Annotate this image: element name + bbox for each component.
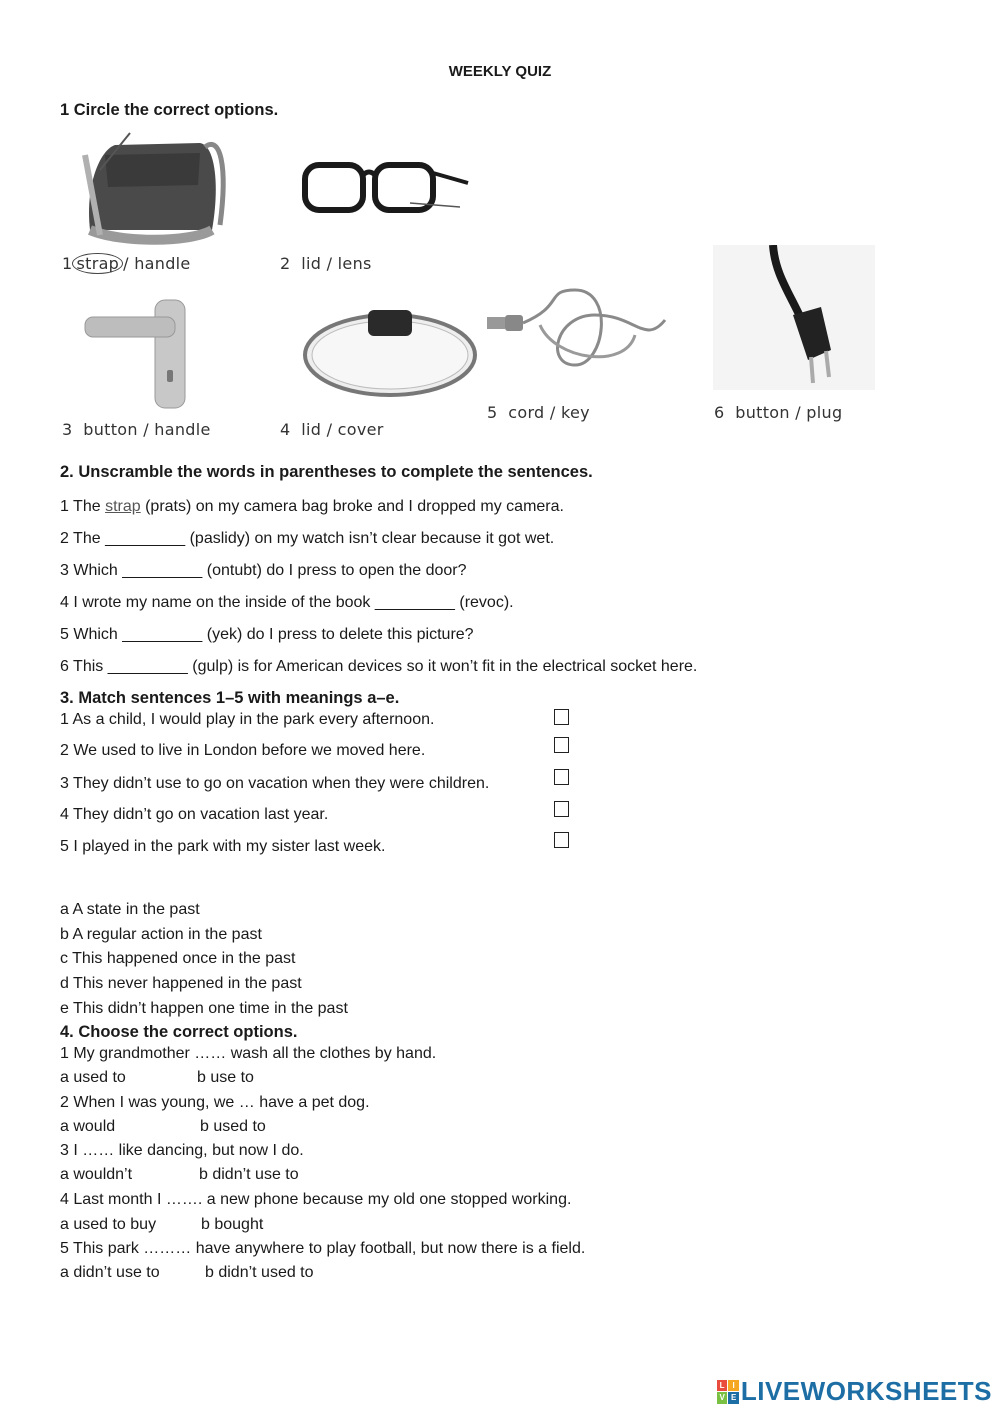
meaning-item: b A regular action in the past	[60, 926, 262, 943]
match-sentence: 2 We used to live in London before we moved here.	[60, 742, 426, 759]
bag-icon	[80, 125, 230, 247]
question-1: 1 My grandmother …… wash all the clothes by hand.	[60, 1045, 437, 1062]
option-b[interactable]: b didn’t used to	[205, 1264, 314, 1281]
item3-options[interactable]: button / handle	[83, 420, 211, 439]
usb-cord-icon	[485, 285, 675, 375]
plug-icon	[713, 245, 875, 390]
option-a[interactable]: a wouldn’t	[60, 1166, 133, 1183]
question-2: 2 When I was young, we … have a pet dog.	[60, 1094, 370, 1111]
option-b[interactable]: b used to	[200, 1118, 266, 1135]
logo-letter: L	[717, 1380, 728, 1392]
glasses-icon	[300, 155, 475, 225]
option-a[interactable]: a used to buy	[60, 1216, 157, 1233]
question-4: 4 Last month I ……. a new phone because my old one stopped working.	[60, 1191, 572, 1208]
item3-caption: 3 button / handle	[62, 420, 211, 439]
page-title: WEEKLY QUIZ	[448, 63, 552, 80]
meaning-item: a A state in the past	[60, 901, 200, 918]
sentence-6[interactable]: 6 This _________ (gulp) is for American devices so it won’t fit in the electrical socket here.	[60, 658, 698, 675]
sentence-1: 1 The strap (prats) on my camera bag broke and I dropped my camera.	[60, 498, 564, 515]
question-5: 5 This park ……… have anywhere to play football, but now there is a field.	[60, 1240, 586, 1257]
sentence-4[interactable]: 4 I wrote my name on the inside of the book _________ (revoc).	[60, 594, 514, 611]
match-sentence: 4 They didn’t go on vacation last year.	[60, 806, 329, 823]
item5-options[interactable]: cord / key	[508, 403, 590, 422]
meaning-item: c This happened once in the past	[60, 950, 296, 967]
section2-heading: 2. Unscramble the words in parentheses to complete the sentences.	[60, 463, 593, 481]
door-handle-icon	[80, 295, 195, 410]
question-3: 3 I …… like dancing, but now I do.	[60, 1142, 304, 1159]
item4-options[interactable]: lid / cover	[301, 420, 384, 439]
answer-box[interactable]	[554, 832, 569, 848]
logo-letter: I	[728, 1380, 739, 1392]
item2-caption: 2 lid / lens	[280, 254, 372, 273]
answer-box[interactable]	[554, 801, 569, 817]
sentence-3[interactable]: 3 Which _________ (ontubt) do I press to open the door?	[60, 562, 467, 579]
item6-caption: 6 button / plug	[714, 403, 843, 422]
answer-box[interactable]	[554, 737, 569, 753]
sentence-5[interactable]: 5 Which _________ (yek) do I press to delete this picture?	[60, 626, 474, 643]
match-sentence: 1 As a child, I would play in the park every afternoon.	[60, 711, 435, 728]
brand-name: LIVEWORKSHEETS	[740, 1376, 992, 1406]
option-b[interactable]: b didn’t use to	[199, 1166, 299, 1183]
option-b[interactable]: b bought	[201, 1216, 264, 1233]
item4-caption: 4 lid / cover	[280, 420, 384, 439]
item2-options[interactable]: lid / lens	[301, 254, 372, 273]
option-a[interactable]: a would	[60, 1118, 116, 1135]
meaning-item: e This didn’t happen one time in the past	[60, 1000, 348, 1017]
sentence-2[interactable]: 2 The _________ (paslidy) on my watch isn’t clear because it got wet.	[60, 530, 555, 547]
answer-field[interactable]: strap	[105, 498, 141, 515]
item1-caption: 1 strap / handle	[62, 254, 191, 273]
item5-caption: 5 cord / key	[487, 403, 590, 422]
answer-box[interactable]	[554, 709, 569, 725]
logo-letter: V	[717, 1392, 728, 1404]
match-sentence: 3 They didn’t use to go on vacation when they were children.	[60, 775, 490, 792]
logo-letter: E	[728, 1392, 739, 1404]
logo-icon	[717, 1380, 739, 1404]
section1-heading: 1 Circle the correct options.	[60, 101, 279, 119]
item6-options[interactable]: button / plug	[735, 403, 843, 422]
meaning-item: d This never happened in the past	[60, 975, 302, 992]
option-b[interactable]: b use to	[197, 1069, 254, 1086]
section3-heading: 3. Match sentences 1–5 with meanings a–e.	[60, 689, 400, 707]
circled-answer[interactable]: strap	[72, 253, 123, 274]
option-a[interactable]: a used to	[60, 1069, 126, 1086]
liveworksheets-logo	[717, 1376, 992, 1407]
option-a[interactable]: a didn’t use to	[60, 1264, 160, 1281]
pan-lid-icon	[300, 300, 480, 400]
match-sentence: 5 I played in the park with my sister last week.	[60, 838, 386, 855]
section4-heading: 4. Choose the correct options.	[60, 1023, 298, 1041]
answer-box[interactable]	[554, 769, 569, 785]
